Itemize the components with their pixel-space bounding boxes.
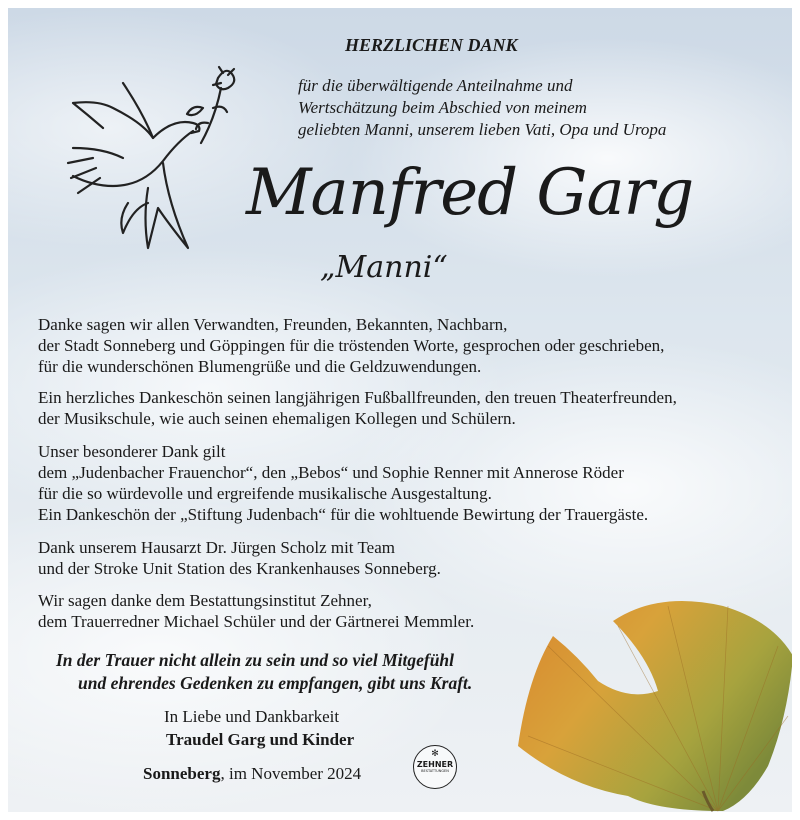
- logo-flower-icon: ✻: [431, 749, 439, 759]
- text-line: für die so würdevolle und ergreifende musikalische Ausgestaltung.: [38, 484, 492, 503]
- paragraph-1: [38, 314, 664, 377]
- intro-line: für die überwältigende Anteilnahme und: [298, 76, 573, 95]
- closing-line: In Liebe und Dankbarkeit: [164, 707, 340, 726]
- logo-sub: BESTATTUNGEN: [421, 769, 449, 773]
- deceased-name: Manfred Garg: [246, 156, 694, 230]
- text-line: der Musikschule, wie auch seinen ehemaligen Kollegen und Schülern.: [38, 409, 516, 428]
- paragraph-3: [38, 441, 648, 525]
- text-line: dem „Judenbacher Frauenchor“, den „Bebos“ und Sophie Renner mit Annerose Röder: [38, 463, 624, 482]
- text-line: für die wunderschönen Blumengrüße und die Geldzuwendungen.: [38, 357, 482, 376]
- place-date: [143, 764, 361, 784]
- text-line: Ein herzliches Dankeschön seinen langjährigen Fußballfreunden, den treuen Theaterfreunden,: [38, 388, 677, 407]
- text-line: Wir sagen danke dem Bestattungsinstitut Zehner,: [38, 591, 372, 610]
- text-line: Dank unserem Hausarzt Dr. Jürgen Scholz mit Team: [38, 538, 395, 557]
- motto-line: In der Trauer nicht allein zu sein und so viel Mitgefühl: [56, 650, 455, 670]
- notice-background: [8, 8, 792, 812]
- text-line: Unser besonderer Dank gilt: [38, 442, 226, 461]
- text-line: der Stadt Sonneberg und Göppingen für die tröstenden Worte, gesprochen oder geschrieben,: [38, 336, 665, 355]
- text-line: dem Trauerredner Michael Schüler und der Gärtnerei Memmler.: [38, 612, 475, 631]
- paragraph-2: [38, 387, 677, 429]
- text-line: Ein Dankeschön der „Stiftung Judenbach“ für die wohltuende Bewirtung der Trauergäste.: [38, 505, 649, 524]
- text-line: Danke sagen wir allen Verwandten, Freunden, Bekannten, Nachbarn,: [38, 315, 508, 334]
- ginkgo-leaf-image: [508, 586, 792, 812]
- header-title: HERZLICHEN DANK: [345, 35, 518, 55]
- zehner-logo: [413, 745, 457, 789]
- intro-line: geliebten Manni, unserem lieben Vati, Opa und Uropa: [298, 120, 667, 139]
- paragraph-4: [38, 537, 441, 579]
- intro-line: Wertschätzung beim Abschied von meinem: [298, 98, 587, 117]
- text-line: und der Stroke Unit Station des Krankenhauses Sonneberg.: [38, 559, 441, 578]
- motto-line: und ehrendes Gedenken zu empfangen, gibt uns Kraft.: [78, 673, 473, 693]
- logo-name: ZEHNER: [416, 760, 454, 769]
- place: Sonneberg: [143, 764, 221, 783]
- signatories: Traudel Garg und Kinder: [166, 730, 355, 749]
- paragraph-5: [38, 590, 474, 632]
- date: , im November 2024: [220, 764, 362, 783]
- nickname: „Manni“: [320, 250, 448, 285]
- dove-with-rose-icon: [53, 53, 253, 253]
